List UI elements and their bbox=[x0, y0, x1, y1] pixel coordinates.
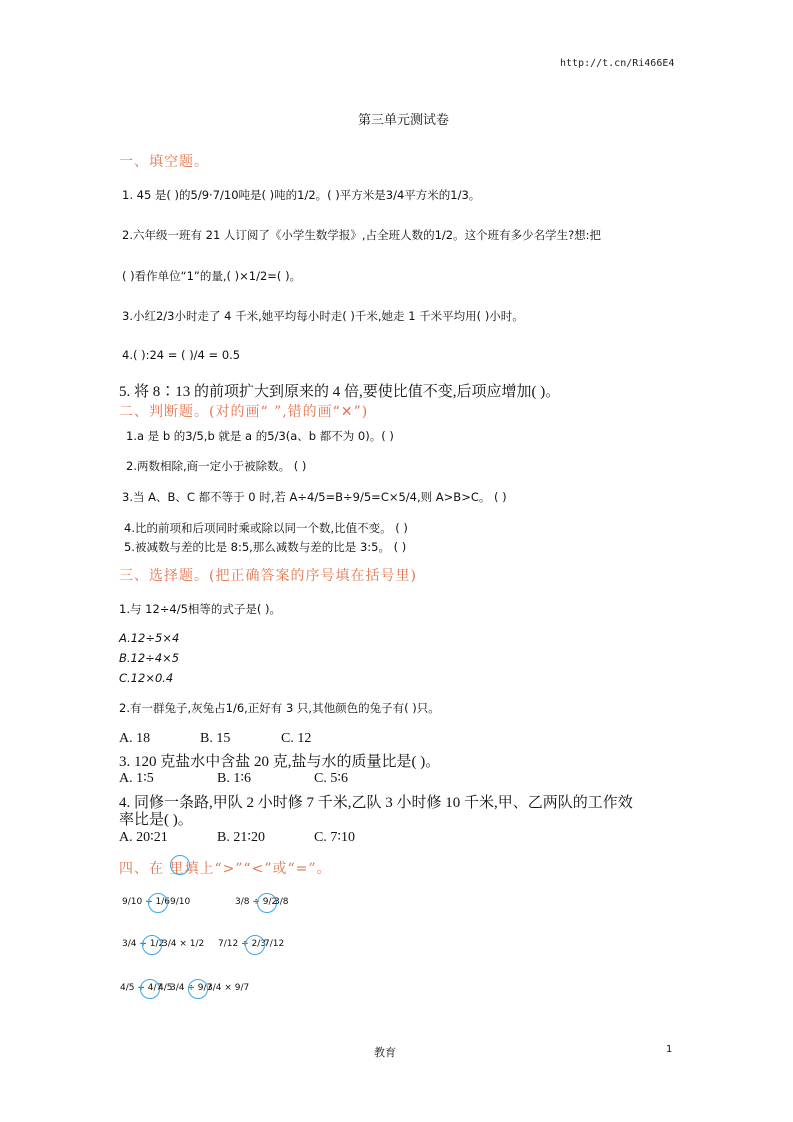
compare-1-right: 9/10 bbox=[170, 897, 191, 907]
compare-5-right: 4/5 bbox=[158, 983, 173, 993]
compare-6-circle[interactable] bbox=[188, 979, 208, 999]
judge-q4: 4.比的前项和后项同时乘或除以同一个数,比值不变。 ( ) bbox=[124, 521, 408, 535]
compare-4-circle[interactable] bbox=[245, 935, 265, 955]
compare-6-right: 3/4 × 9/7 bbox=[207, 983, 250, 993]
section-fill-blank: 一、填空题。 bbox=[119, 154, 209, 170]
compare-3-circle[interactable] bbox=[142, 935, 162, 955]
fill-q3: 3.小红2/3小时走了 4 千米,她平均每小时走( )千米,她走 1 千米平均用( )小时。 bbox=[122, 309, 524, 323]
compare-2-left: 3/8 ÷ 9/2 bbox=[235, 897, 278, 907]
choice-q3-option-b: B. 1∶6 bbox=[217, 771, 251, 786]
section-choice: 三、选择题。(把正确答案的序号填在括号里) bbox=[119, 568, 417, 584]
fill-q4: 4.( ):24 = ( )/4 = 0.5 bbox=[122, 348, 241, 362]
section-judge: 二、判断题。(对的画“ ”,错的画“✕”) bbox=[119, 404, 369, 420]
choice-q1-option-a: A.12÷5×4 bbox=[119, 631, 180, 645]
judge-q1: 1.a 是 b 的3/5,b 就是 a 的5/3(a、b 都不为 0)。( ) bbox=[126, 429, 394, 443]
compare-1-left: 9/10 ÷ 1/6 bbox=[122, 897, 170, 907]
header-url: http://t.cn/Ri466E4 bbox=[560, 58, 675, 69]
page-number: 1 bbox=[666, 1044, 673, 1055]
compare-3-left: 3/4 ÷ 1/2 bbox=[122, 939, 165, 949]
choice-q1: 1.与 12÷4/5相等的式子是( )。 bbox=[119, 602, 282, 616]
answer-circle-icon bbox=[170, 855, 190, 875]
compare-3-right: 3/4 × 1/2 bbox=[162, 939, 205, 949]
choice-q3-option-c: C. 5∶6 bbox=[314, 771, 348, 786]
compare-6-left: 3/4 ÷ 9/7 bbox=[170, 983, 213, 993]
compare-2-right: 3/8 bbox=[274, 897, 289, 907]
choice-q4-line2: 率比是( )。 bbox=[119, 812, 193, 828]
choice-q4-line1: 4. 同修一条路,甲队 2 小时修 7 千米,乙队 3 小时修 10 千米,甲、乙两队的工作效 bbox=[119, 795, 633, 811]
fill-q5: 5. 将 8∶13 的前项扩大到原来的 4 倍,要使比值不变,后项应增加( )。 bbox=[119, 384, 561, 400]
choice-q2: 2.有一群兔子,灰兔占1/6,正好有 3 只,其他颜色的兔子有( )只。 bbox=[119, 701, 440, 715]
page-title: 第三单元测试卷 bbox=[358, 113, 450, 128]
fill-q2-line1: 2.六年级一班有 21 人订阅了《小学生数学报》,占全班人数的1/2。这个班有多少名学生?想:把 bbox=[122, 228, 602, 242]
fill-q1: 1. 45 是( )的5/9·7/10吨是( )吨的1/2。( )平方米是3/4平方米的1/3。 bbox=[122, 188, 481, 202]
choice-q1-option-c: C.12×0.4 bbox=[119, 671, 174, 685]
compare-1-circle[interactable] bbox=[148, 893, 168, 913]
judge-q3: 3.当 A、B、C 都不等于 0 时,若 A÷4/5=B÷9/5=C×5/4,则 A>B>C。 ( ) bbox=[122, 490, 507, 504]
choice-q1-option-b: B.12÷4×5 bbox=[119, 651, 180, 665]
choice-q4-option-a: A. 20∶21 bbox=[119, 830, 168, 845]
judge-q2: 2.两数相除,商一定小于被除数。 ( ) bbox=[126, 459, 307, 473]
choice-q2-option-c: C. 12 bbox=[281, 731, 312, 746]
page-footer: 教育 bbox=[374, 1046, 396, 1059]
compare-5-left: 4/5 ÷ 4/7 bbox=[120, 983, 163, 993]
fill-q2-line2: ( )看作单位“1”的量,( )×1/2=( )。 bbox=[122, 269, 302, 283]
section-compare: 四、在 里填上“>”“<”或“=”。 bbox=[119, 861, 332, 877]
compare-4-right: 7/12 bbox=[264, 939, 285, 949]
choice-q4-option-c: C. 7∶10 bbox=[314, 830, 355, 845]
judge-q5: 5.被减数与差的比是 8:5,那么减数与差的比是 3:5。 ( ) bbox=[124, 540, 407, 554]
choice-q3: 3. 120 克盐水中含盐 20 克,盐与水的质量比是( )。 bbox=[119, 754, 441, 770]
choice-q4-option-b: B. 21∶20 bbox=[217, 830, 265, 845]
compare-4-left: 7/12 ÷ 2/3 bbox=[218, 939, 266, 949]
choice-q2-option-b: B. 15 bbox=[200, 731, 231, 746]
compare-5-circle[interactable] bbox=[140, 979, 160, 999]
choice-q2-option-a: A. 18 bbox=[119, 731, 151, 746]
choice-q3-option-a: A. 1∶5 bbox=[119, 771, 154, 786]
